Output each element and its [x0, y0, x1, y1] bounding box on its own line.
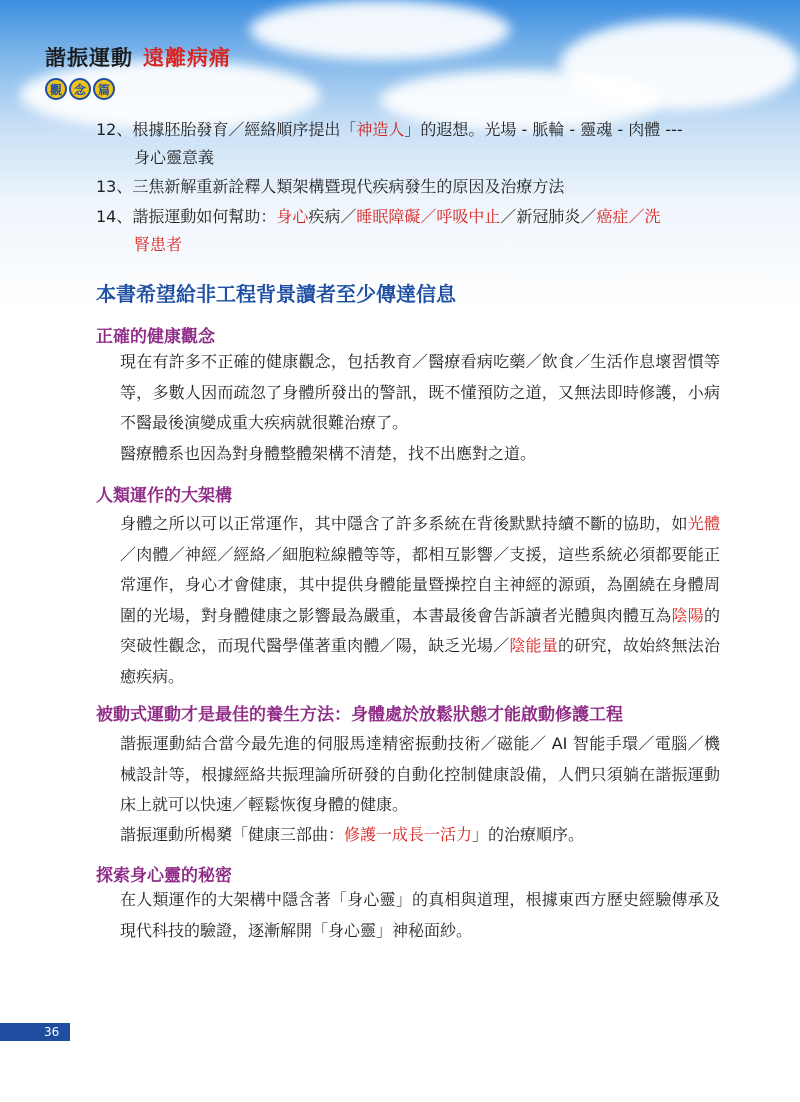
list-item-continuation: 身心靈意義 — [134, 148, 215, 167]
list-item-14 — [96, 203, 736, 259]
paragraph-text: ／肉體／神經／經絡／細胞粒線體等等，都相互影響／支援，這些系統必須都要能正常運作，身心才會健康，其中提供身體能量暨操控自主神經的源頭，為圍繞在身體周圍的光場，對身體健康之影響最為嚴重，本書最後會告訴讀者光體與肉體互為 — [120, 544, 720, 625]
header-title-main: 諧振運動 — [45, 45, 133, 70]
badge: 念 — [69, 78, 91, 100]
paragraph-text: 的突破性觀念，而現代醫學僅著重肉體／陽，缺乏光場／ — [120, 605, 720, 655]
subsection-heading: 被動式運動才是最佳的養生方法：身體處於放鬆狀態才能啟動修護工程 — [96, 705, 623, 725]
list-item-text: 12、根據胚胎發育／經絡順序提出「 — [96, 120, 357, 139]
highlight-text: 陰陽 — [671, 605, 704, 625]
subsection-heading: 探索身心靈的秘密 — [96, 866, 232, 886]
subsection-heading: 正確的健康觀念 — [96, 327, 215, 347]
highlight-text: 陰能量 — [509, 636, 558, 655]
paragraph-text: 的研究，故始終無法治癒疾病。 — [120, 636, 720, 686]
paragraph-text: 身體之所以可以正常運作，其中隱含了許多系統在背後默默持續不斷的協助，如 — [120, 514, 688, 533]
paragraph: 醫療體系也因為對身體整體架構不清楚，找不出應對之道。 — [120, 444, 537, 463]
paragraph: 諧振運動結合當今最先進的伺服馬達精密振動技術／磁能／ AI 智能手環／電腦／機械設計等，根據經絡共振理論所研發的自動化控制健康設備，人們只須躺在諧振運動床上就可以快速／輕鬆恢復身體的健康。 — [120, 734, 720, 814]
highlight-text: 身心 — [276, 207, 309, 226]
header-title — [45, 42, 231, 72]
highlight-text: 修護一成長一活力 — [344, 825, 473, 844]
list-item-text: 」的遐想。光場 - 脈輪 - 靈魂 - 肉體 --- — [404, 120, 683, 139]
highlight-text: 光體 — [687, 514, 720, 533]
list-item-continuation: 腎患者 — [134, 235, 183, 254]
paragraph-text: 」的治療順序。 — [472, 825, 585, 844]
paragraph-text: 諧振運動所楬櫫「健康三部曲： — [120, 825, 345, 844]
list-item-text: 13、三焦新解重新詮釋人類架構暨現代疾病發生的原因及治療方法 — [96, 177, 565, 196]
paragraph: 在人類運作的大架構中隱含著「身心靈」的真相與道理，根據東西方歷史經驗傳承及現代科技的驗證，逐漸解開「身心靈」神秘面紗。 — [120, 890, 720, 940]
page-number: 36 — [44, 1025, 60, 1039]
subsection-heading: 人類運作的大架構 — [96, 486, 232, 506]
list-item-text: 14、諧振運動如何幫助： — [96, 207, 277, 226]
paragraph — [120, 509, 720, 692]
list-item-text: ／新冠肺炎／ — [500, 207, 597, 226]
badge: 篇 — [93, 78, 115, 100]
header-title-accent: 遠離病痛 — [143, 45, 231, 70]
cloud — [250, 0, 510, 60]
highlight-text: 睡眠障礙／呼吸中止 — [356, 207, 501, 226]
section-badges — [45, 78, 231, 100]
list-item-13 — [96, 173, 736, 201]
list-item-text: 疾病／ — [308, 207, 357, 226]
list-item-12 — [96, 116, 736, 172]
highlight-text: 癌症／洗 — [596, 207, 661, 226]
page-header — [45, 42, 231, 100]
badge: 觀 — [45, 78, 67, 100]
section-heading: 本書希望給非工程背景讀者至少傳達信息 — [96, 282, 456, 306]
page-number-bar — [0, 1023, 70, 1041]
paragraph — [120, 820, 720, 851]
highlight-text: 神造人 — [356, 120, 405, 139]
paragraph: 現在有許多不正確的健康觀念，包括教育／醫療看病吃藥／飲食／生活作息壞習慣等等，多數人因而疏忽了身體所發出的警訊，既不懂預防之道，又無法即時修護，小病不醫最後演變成重大疾病就很難治療了。 — [120, 352, 720, 432]
